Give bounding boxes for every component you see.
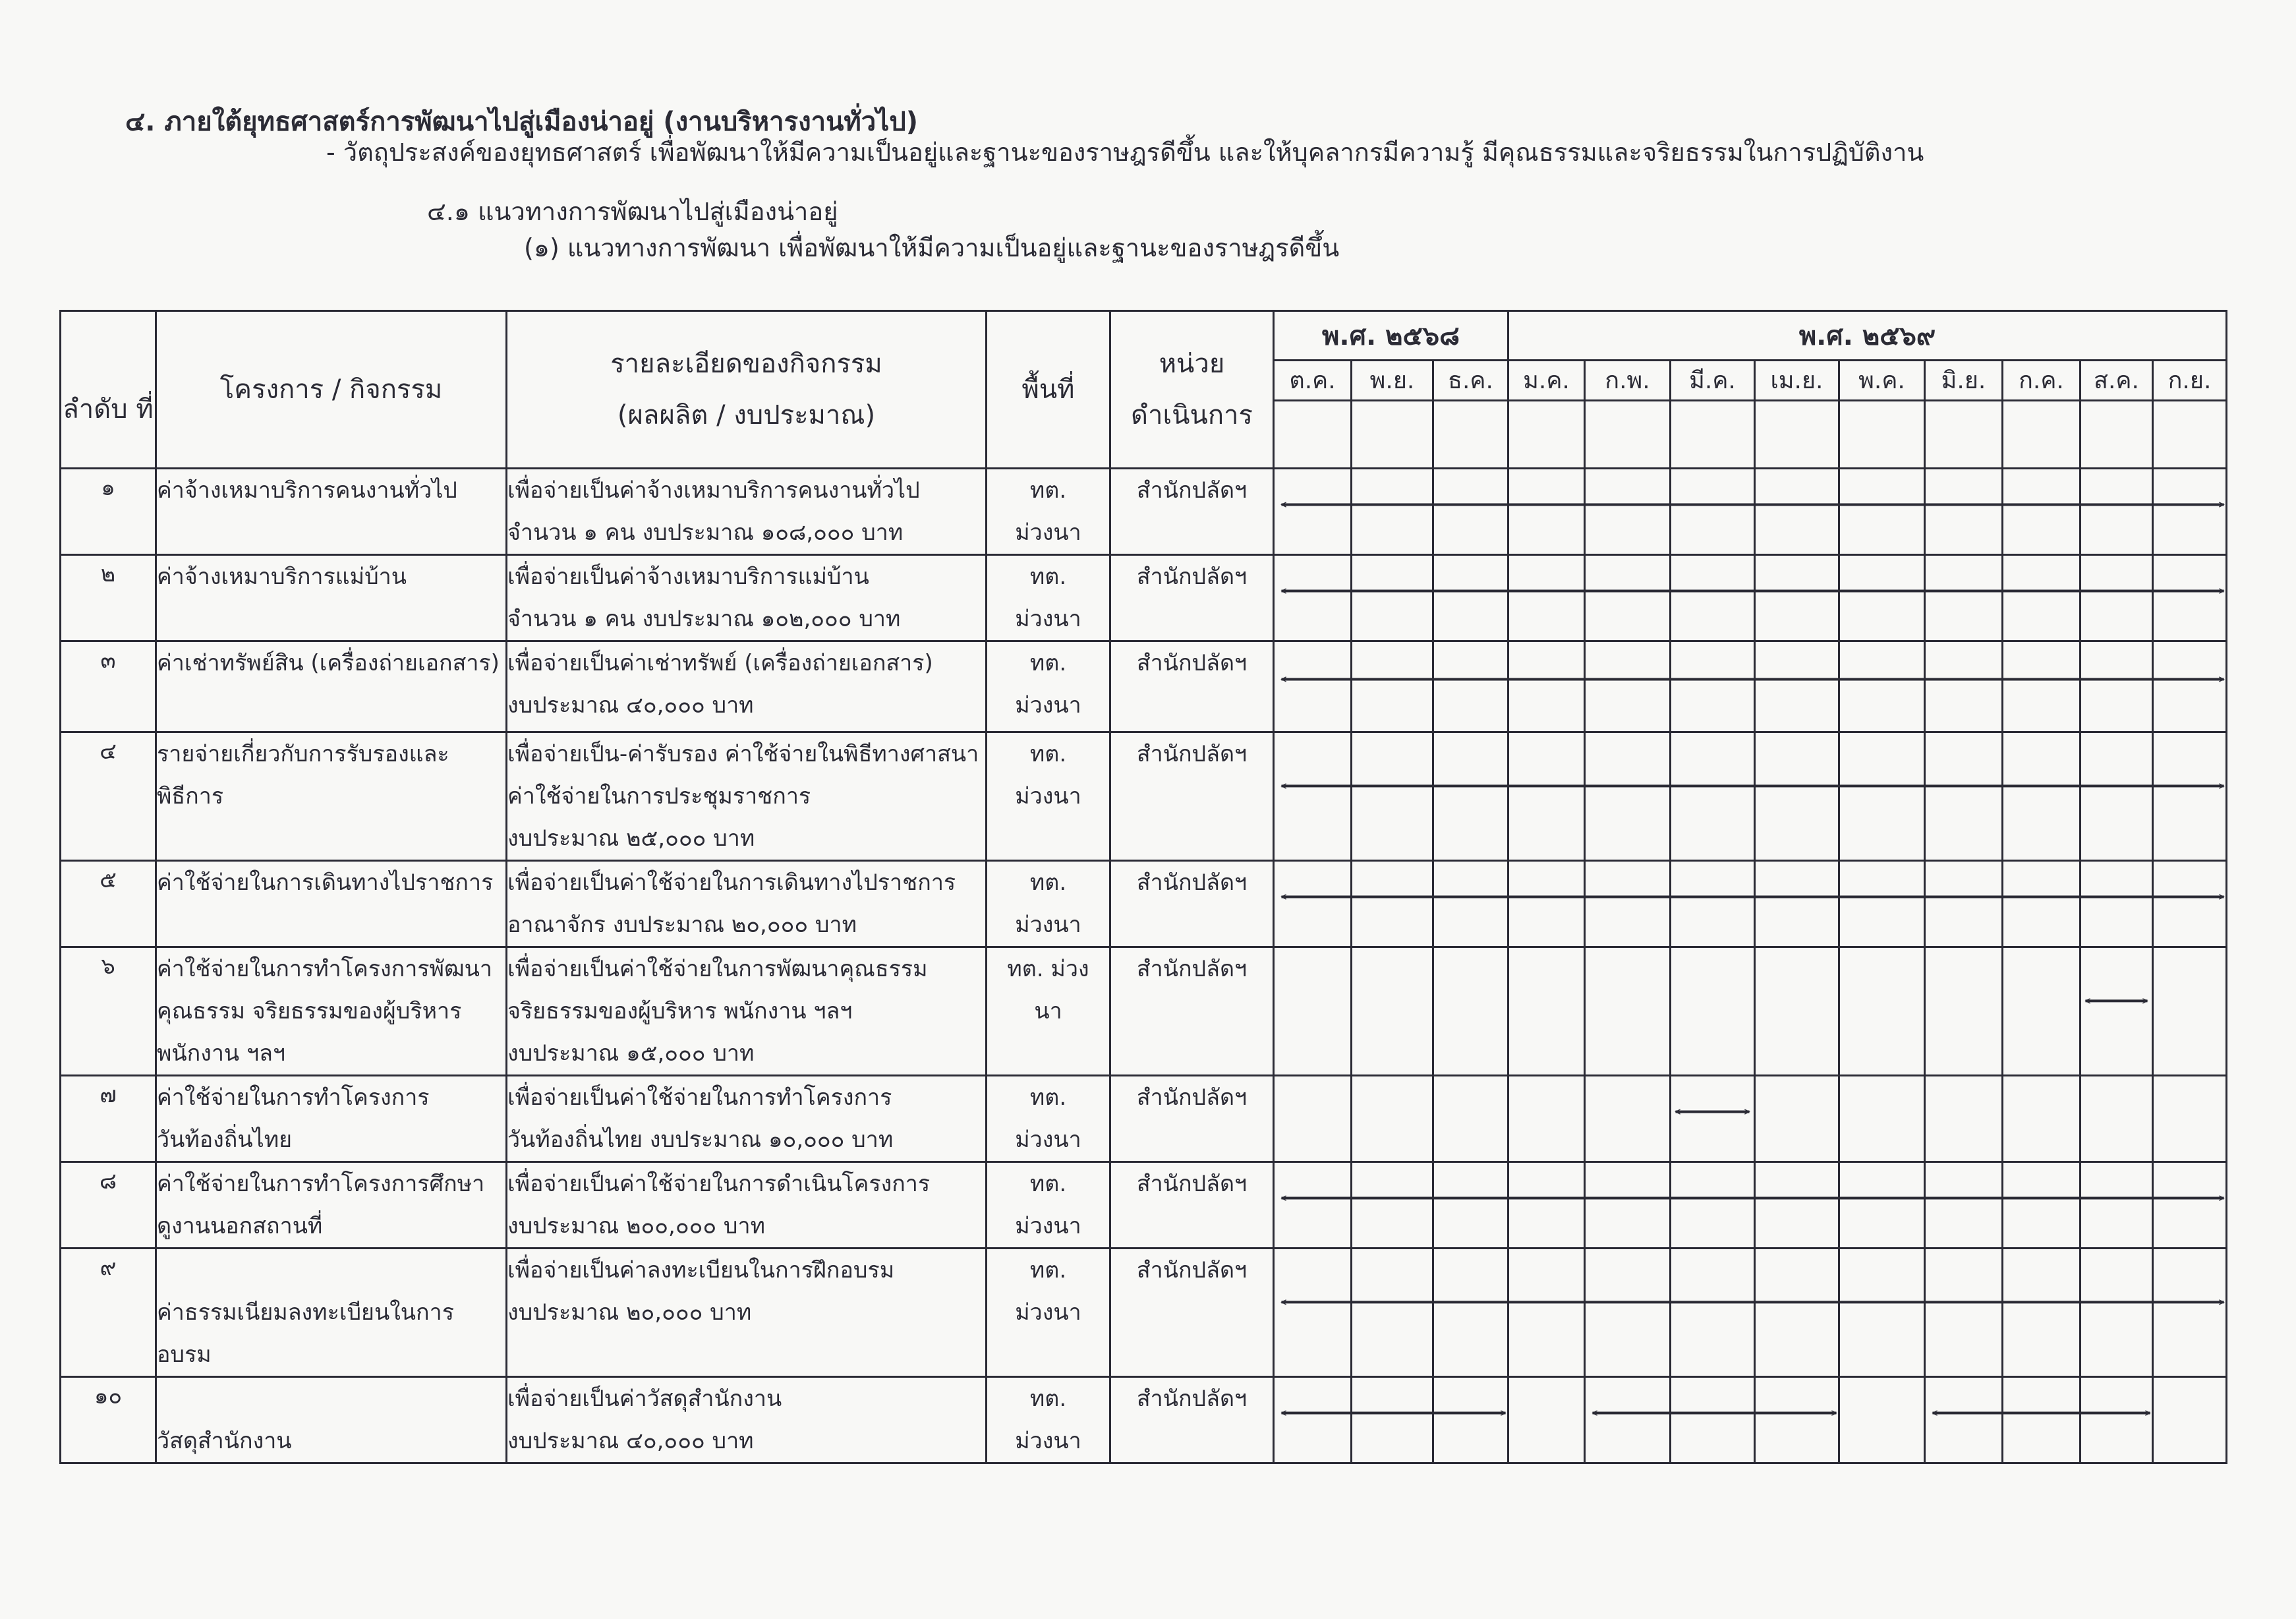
table-row (61, 1162, 2227, 1249)
header-no: ลำดับ ที่ (61, 311, 156, 469)
month-cell (2003, 555, 2081, 641)
activity-area (987, 861, 1110, 947)
table-row (61, 947, 2227, 1076)
activity-area (987, 1377, 1110, 1463)
month-cell (1274, 861, 1352, 947)
project-name-line: พิธีการ (157, 783, 224, 810)
activity-area-line: ทต. (1029, 1084, 1067, 1111)
month-cell (2081, 1162, 2153, 1249)
activity-area-line: ม่วงนา (1015, 606, 1081, 632)
month-cell (1671, 1377, 1755, 1463)
month-cell (1433, 861, 1508, 947)
activity-detail-line: งบประมาณ ๒๐,๐๐๐ บาท (507, 1299, 752, 1326)
month-cell (1839, 947, 1925, 1076)
month-cell (1352, 732, 1433, 861)
table-row (61, 555, 2227, 641)
header-project: โครงการ / กิจกรรม (156, 311, 507, 469)
month-cell (1508, 641, 1585, 732)
activity-detail (507, 469, 987, 555)
month-cell (1671, 732, 1755, 861)
activity-area (987, 641, 1110, 732)
month-cell (2081, 1377, 2153, 1463)
guideline-heading: ๔.๑ แนวทางการพัฒนาไปสู่เมืองน่าอยู่ (427, 197, 838, 226)
month-cell (2153, 641, 2227, 732)
month-cell (1671, 861, 1755, 947)
month-cell (1585, 861, 1671, 947)
month-cell (1925, 1076, 2003, 1162)
month-cell (1352, 1076, 1433, 1162)
responsible-unit: สำนักปลัดฯ (1110, 732, 1274, 861)
activity-detail (507, 947, 987, 1076)
strategy-objective: - วัตถุประสงค์ของยุทธศาสตร์ เพื่อพัฒนาให้มีความเป็นอยู่และฐานะของราษฎรดีขึ้น และให้บุคลากรมีความรู้ มีคุณธรรมและจริยธรรมในการปฏิบัติงาน (326, 138, 1924, 167)
table-row (61, 1249, 2227, 1377)
responsible-unit: สำนักปลัดฯ (1110, 555, 1274, 641)
month-cell (1433, 641, 1508, 732)
project-name-line: ค่าจ้างเหมาบริการคนงานทั่วไป (157, 477, 457, 504)
month-cell (1671, 469, 1755, 555)
section-title: ๔. ภายใต้ยุทธศาสตร์การพัฒนาไปสู่เมืองน่าอยู่ (งานบริหารงานทั่วไป) (125, 107, 919, 137)
header-month-10: ก.ค. (2003, 361, 2081, 401)
month-cell (1839, 732, 1925, 861)
month-cell (1352, 641, 1433, 732)
header-month-3: ธ.ค. (1433, 361, 1508, 401)
month-cell (1671, 947, 1755, 1076)
activity-area-line: ทต. (1029, 1386, 1067, 1412)
month-cell (2153, 1377, 2227, 1463)
activity-detail-line: งบประมาณ ๒๕,๐๐๐ บาท (507, 825, 755, 852)
activity-detail-line: เพื่อจ่ายเป็นค่าใช้จ่ายในการเดินทางไปราชการ (507, 869, 956, 896)
month-cell (2081, 1249, 2153, 1377)
month-cell (1755, 469, 1839, 555)
activity-detail-line: อาณาจักร งบประมาณ ๒๐,๐๐๐ บาท (507, 912, 857, 938)
responsible-unit: สำนักปลัดฯ (1110, 469, 1274, 555)
project-name-line: ดูงานนอกสถานที่ (157, 1213, 323, 1239)
month-cell (1585, 555, 1671, 641)
month-cell (1352, 469, 1433, 555)
header-month-spacer (1671, 401, 1755, 469)
activity-area-line: นา (1034, 998, 1062, 1024)
header-month-4: ม.ค. (1508, 361, 1585, 401)
project-name-line: คุณธรรม จริยธรรมของผู้บริหาร (157, 998, 462, 1024)
month-cell (1839, 1076, 1925, 1162)
project-name-line: พนักงาน ฯลฯ (157, 1040, 286, 1067)
header-month-spacer (1433, 401, 1508, 469)
header-month-8: พ.ค. (1839, 361, 1925, 401)
activity-area (987, 1076, 1110, 1162)
activity-area-line: ทต. (1029, 869, 1067, 896)
month-cell (2003, 732, 2081, 861)
responsible-unit: สำนักปลัดฯ (1110, 641, 1274, 732)
month-cell (1755, 1377, 1839, 1463)
month-cell (1433, 555, 1508, 641)
month-cell (1839, 641, 1925, 732)
project-name-line: ค่าใช้จ่ายในการทำโครงการ (157, 1084, 430, 1111)
header-month-2: พ.ย. (1352, 361, 1433, 401)
project-name (156, 641, 507, 732)
month-cell (1274, 555, 1352, 641)
month-cell (1433, 469, 1508, 555)
month-cell (1755, 641, 1839, 732)
activity-detail (507, 555, 987, 641)
project-name-line: ค่าใช้จ่ายในการทำโครงการศึกษา (157, 1171, 485, 1197)
month-cell (2081, 469, 2153, 555)
month-cell (1508, 1249, 1585, 1377)
month-cell (2153, 469, 2227, 555)
activity-detail-line: เพื่อจ่ายเป็นค่าใช้จ่ายในการทำโครงการ (507, 1084, 892, 1111)
header-area: พื้นที่ (987, 311, 1110, 469)
month-cell (1274, 469, 1352, 555)
month-cell (1839, 555, 1925, 641)
project-name (156, 555, 507, 641)
activity-area-line: ทต. (1029, 477, 1067, 504)
table-row (61, 732, 2227, 861)
month-cell (1585, 1162, 1671, 1249)
month-cell (1508, 732, 1585, 861)
month-cell (1585, 1377, 1671, 1463)
activity-area-line: ม่วงนา (1015, 1127, 1081, 1153)
header-month-12: ก.ย. (2153, 361, 2227, 401)
project-name (156, 947, 507, 1076)
month-cell (2003, 1249, 2081, 1377)
month-cell (1755, 1249, 1839, 1377)
activity-area-line: ทต. (1029, 1257, 1067, 1283)
activity-detail-line: เพื่อจ่ายเป็น-ค่ารับรอง ค่าใช้จ่ายในพิธีทางศาสนา (507, 741, 979, 767)
activity-area (987, 947, 1110, 1076)
month-cell (1925, 947, 2003, 1076)
month-cell (1352, 1162, 1433, 1249)
activity-area-line: ม่วงนา (1015, 1428, 1081, 1454)
month-cell (2081, 555, 2153, 641)
header-month-9: มิ.ย. (1925, 361, 2003, 401)
month-cell (1433, 1076, 1508, 1162)
row-number: ๑ (61, 469, 156, 555)
activity-detail (507, 1076, 987, 1162)
header-month-1: ต.ค. (1274, 361, 1352, 401)
header-year-2569: พ.ศ. ๒๕๖๙ (1508, 311, 2227, 361)
month-cell (1925, 1377, 2003, 1463)
month-cell (1925, 1249, 2003, 1377)
activity-area-line: ทต. (1029, 1171, 1067, 1197)
month-cell (1925, 641, 2003, 732)
project-name-line: วันท้องถิ่นไทย (157, 1127, 293, 1153)
month-cell (1925, 469, 2003, 555)
month-cell (2003, 469, 2081, 555)
header-month-spacer (1508, 401, 1585, 469)
month-cell (1585, 947, 1671, 1076)
month-cell (1925, 861, 2003, 947)
month-cell (1585, 641, 1671, 732)
project-name (156, 1076, 507, 1162)
header-month-spacer (1352, 401, 1433, 469)
month-cell (2003, 947, 2081, 1076)
row-number: ๙ (61, 1249, 156, 1377)
activity-plan-table (59, 310, 2227, 1464)
project-name (156, 732, 507, 861)
header-month-spacer (2153, 401, 2227, 469)
month-cell (1671, 1162, 1755, 1249)
responsible-unit: สำนักปลัดฯ (1110, 1377, 1274, 1463)
activity-area-line: ม่วงนา (1015, 692, 1081, 719)
activity-detail-line: งบประมาณ ๔๐,๐๐๐ บาท (507, 692, 754, 719)
month-cell (1433, 1249, 1508, 1377)
activity-area-line: ม่วงนา (1015, 1299, 1081, 1326)
header-month-5: ก.พ. (1585, 361, 1671, 401)
table-row (61, 1076, 2227, 1162)
month-cell (2153, 1249, 2227, 1377)
activity-area (987, 1249, 1110, 1377)
month-cell (1508, 469, 1585, 555)
activity-detail (507, 1162, 987, 1249)
month-cell (1925, 1162, 2003, 1249)
activity-detail-line: ค่าใช้จ่ายในการประชุมราชการ (507, 783, 811, 810)
activity-detail (507, 1249, 987, 1377)
month-cell (2153, 1076, 2227, 1162)
month-cell (2153, 861, 2227, 947)
header-month-spacer (2003, 401, 2081, 469)
row-number: ๖ (61, 947, 156, 1076)
month-cell (1671, 1076, 1755, 1162)
activity-area (987, 732, 1110, 861)
month-cell (2081, 732, 2153, 861)
project-name (156, 1249, 507, 1377)
activity-area (987, 469, 1110, 555)
month-cell (1508, 947, 1585, 1076)
month-cell (1755, 947, 1839, 1076)
month-cell (1433, 1162, 1508, 1249)
month-cell (1839, 1377, 1925, 1463)
month-cell (1274, 1076, 1352, 1162)
month-cell (1352, 555, 1433, 641)
header-month-spacer (1585, 401, 1671, 469)
month-cell (2153, 947, 2227, 1076)
project-name-line: รายจ่ายเกี่ยวกับการรับรองและ (157, 741, 449, 767)
month-cell (1508, 555, 1585, 641)
header-month-7: เม.ย. (1755, 361, 1839, 401)
header-year-2568: พ.ศ. ๒๕๖๘ (1274, 311, 1508, 361)
responsible-unit: สำนักปลัดฯ (1110, 1162, 1274, 1249)
activity-detail-line: จริยธรรมของผู้บริหาร พนักงาน ฯลฯ (507, 998, 853, 1024)
month-cell (2081, 641, 2153, 732)
month-cell (1585, 469, 1671, 555)
activity-area-line: ม่วงนา (1015, 519, 1081, 546)
month-cell (2153, 555, 2227, 641)
table-row (61, 469, 2227, 555)
activity-area-line: ทต. (1029, 650, 1067, 676)
activity-area-line: ทต. (1029, 564, 1067, 590)
month-cell (1671, 1249, 1755, 1377)
project-name (156, 469, 507, 555)
header-month-spacer (1925, 401, 2003, 469)
row-number: ๒ (61, 555, 156, 641)
month-cell (1585, 732, 1671, 861)
project-name-line (157, 1378, 505, 1420)
month-cell (1352, 1249, 1433, 1377)
row-number: ๕ (61, 861, 156, 947)
month-cell (1839, 1162, 1925, 1249)
month-cell (2003, 641, 2081, 732)
activity-detail (507, 1377, 987, 1463)
header-month-6: มี.ค. (1671, 361, 1755, 401)
project-name (156, 1162, 507, 1249)
activity-area-line: ทต. (1029, 741, 1067, 767)
activity-area-line: ม่วงนา (1015, 783, 1081, 810)
row-number: ๘ (61, 1162, 156, 1249)
month-cell (1433, 1377, 1508, 1463)
table-row (61, 641, 2227, 732)
month-cell (1433, 732, 1508, 861)
month-cell (1274, 1377, 1352, 1463)
month-cell (1508, 1076, 1585, 1162)
header-unit (1110, 311, 1274, 469)
month-cell (1671, 555, 1755, 641)
row-number: ๑๐ (61, 1377, 156, 1463)
month-cell (1433, 947, 1508, 1076)
month-cell (1755, 861, 1839, 947)
header-unit-line-2: ดำเนินการ (1131, 400, 1253, 430)
activity-detail-line: เพื่อจ่ายเป็นค่าใช้จ่ายในการพัฒนาคุณธรรม (507, 956, 928, 982)
activity-detail-line: งบประมาณ ๔๐,๐๐๐ บาท (507, 1428, 754, 1454)
month-cell (1274, 1249, 1352, 1377)
activity-area-line: ทต. ม่วง (1007, 956, 1089, 982)
month-cell (2003, 1076, 2081, 1162)
project-name-line (157, 1249, 505, 1291)
project-name-line: ค่าจ้างเหมาบริการแม่บ้าน (157, 564, 407, 590)
month-cell (2081, 947, 2153, 1076)
header-month-11: ส.ค. (2081, 361, 2153, 401)
header-month-spacer (1839, 401, 1925, 469)
row-number: ๓ (61, 641, 156, 732)
month-cell (2081, 1076, 2153, 1162)
activity-detail-line: เพื่อจ่ายเป็นค่าลงทะเบียนในการฝึกอบรม (507, 1257, 895, 1283)
project-name (156, 861, 507, 947)
activity-detail (507, 641, 987, 732)
header-month-spacer (2081, 401, 2153, 469)
activity-area-line: ม่วงนา (1015, 1213, 1081, 1239)
month-cell (1274, 641, 1352, 732)
header-month-spacer (1274, 401, 1352, 469)
table-row (61, 861, 2227, 947)
activity-detail-line: จำนวน ๑ คน งบประมาณ ๑๐๒,๐๐๐ บาท (507, 606, 901, 632)
month-cell (1755, 1162, 1839, 1249)
month-cell (2153, 732, 2227, 861)
activity-detail-line: วันท้องถิ่นไทย งบประมาณ ๑๐,๐๐๐ บาท (507, 1127, 894, 1153)
month-cell (1508, 1377, 1585, 1463)
activity-area-line: ม่วงนา (1015, 912, 1081, 938)
month-cell (1755, 732, 1839, 861)
row-number: ๗ (61, 1076, 156, 1162)
sub-guideline-heading: (๑) แนวทางการพัฒนา เพื่อพัฒนาให้มีความเป็นอยู่และฐานะของราษฎรดีขึ้น (524, 233, 1340, 262)
project-name-line: ค่าใช้จ่ายในการทำโครงการพัฒนา (157, 956, 493, 982)
month-cell (1671, 641, 1755, 732)
month-cell (2153, 1162, 2227, 1249)
month-cell (1352, 861, 1433, 947)
activity-area (987, 1162, 1110, 1249)
project-name-line: วัสดุสำนักงาน (157, 1428, 292, 1454)
activity-detail-line: เพื่อจ่ายเป็นค่าจ้างเหมาบริการแม่บ้าน (507, 564, 869, 590)
month-cell (1274, 947, 1352, 1076)
month-cell (2081, 861, 2153, 947)
responsible-unit: สำนักปลัดฯ (1110, 861, 1274, 947)
table-row (61, 1377, 2227, 1463)
month-cell (2003, 1162, 2081, 1249)
month-cell (1839, 861, 1925, 947)
responsible-unit: สำนักปลัดฯ (1110, 1076, 1274, 1162)
activity-detail-line: เพื่อจ่ายเป็นค่าวัสดุสำนักงาน (507, 1386, 782, 1412)
month-cell (1585, 1249, 1671, 1377)
project-name-line: ค่าใช้จ่ายในการเดินทางไปราชการ (157, 869, 494, 896)
month-cell (1755, 555, 1839, 641)
header-detail (507, 311, 987, 469)
month-cell (1508, 1162, 1585, 1249)
header-detail-line-1: รายละเอียดของกิจกรรม (610, 349, 882, 379)
month-cell (2003, 861, 2081, 947)
activity-detail-line: เพื่อจ่ายเป็นค่าใช้จ่ายในการดำเนินโครงการ (507, 1171, 931, 1197)
month-cell (1839, 1249, 1925, 1377)
month-cell (1839, 469, 1925, 555)
project-name (156, 1377, 507, 1463)
activity-detail-line: จำนวน ๑ คน งบประมาณ ๑๐๘,๐๐๐ บาท (507, 519, 904, 546)
month-cell (1585, 1076, 1671, 1162)
activity-detail-line: งบประมาณ ๑๕,๐๐๐ บาท (507, 1040, 755, 1067)
activity-detail-line: เพื่อจ่ายเป็นค่าเช่าทรัพย์ (เครื่องถ่ายเอกสาร) (507, 650, 933, 676)
month-cell (2003, 1377, 2081, 1463)
month-cell (1508, 861, 1585, 947)
month-cell (1274, 1162, 1352, 1249)
activity-detail-line: งบประมาณ ๒๐๐,๐๐๐ บาท (507, 1213, 766, 1239)
project-name-line: ค่าธรรมเนียมลงทะเบียนในการอบรม (157, 1299, 454, 1368)
project-name-line: ค่าเช่าทรัพย์สิน (เครื่องถ่ายเอกสาร) (157, 650, 500, 676)
responsible-unit: สำนักปลัดฯ (1110, 1249, 1274, 1377)
month-cell (1274, 732, 1352, 861)
month-cell (1925, 732, 2003, 861)
row-number: ๔ (61, 732, 156, 861)
header-detail-line-2: (ผลผลิต / งบประมาณ) (617, 400, 876, 430)
month-cell (1352, 947, 1433, 1076)
month-cell (1352, 1377, 1433, 1463)
header-month-spacer (1755, 401, 1839, 469)
header-unit-line-1: หน่วย (1159, 349, 1225, 379)
month-cell (1925, 555, 2003, 641)
month-cell (1755, 1076, 1839, 1162)
activity-detail (507, 732, 987, 861)
activity-area (987, 555, 1110, 641)
activity-detail (507, 861, 987, 947)
responsible-unit: สำนักปลัดฯ (1110, 947, 1274, 1076)
activity-detail-line: เพื่อจ่ายเป็นค่าจ้างเหมาบริการคนงานทั่วไป (507, 477, 920, 504)
